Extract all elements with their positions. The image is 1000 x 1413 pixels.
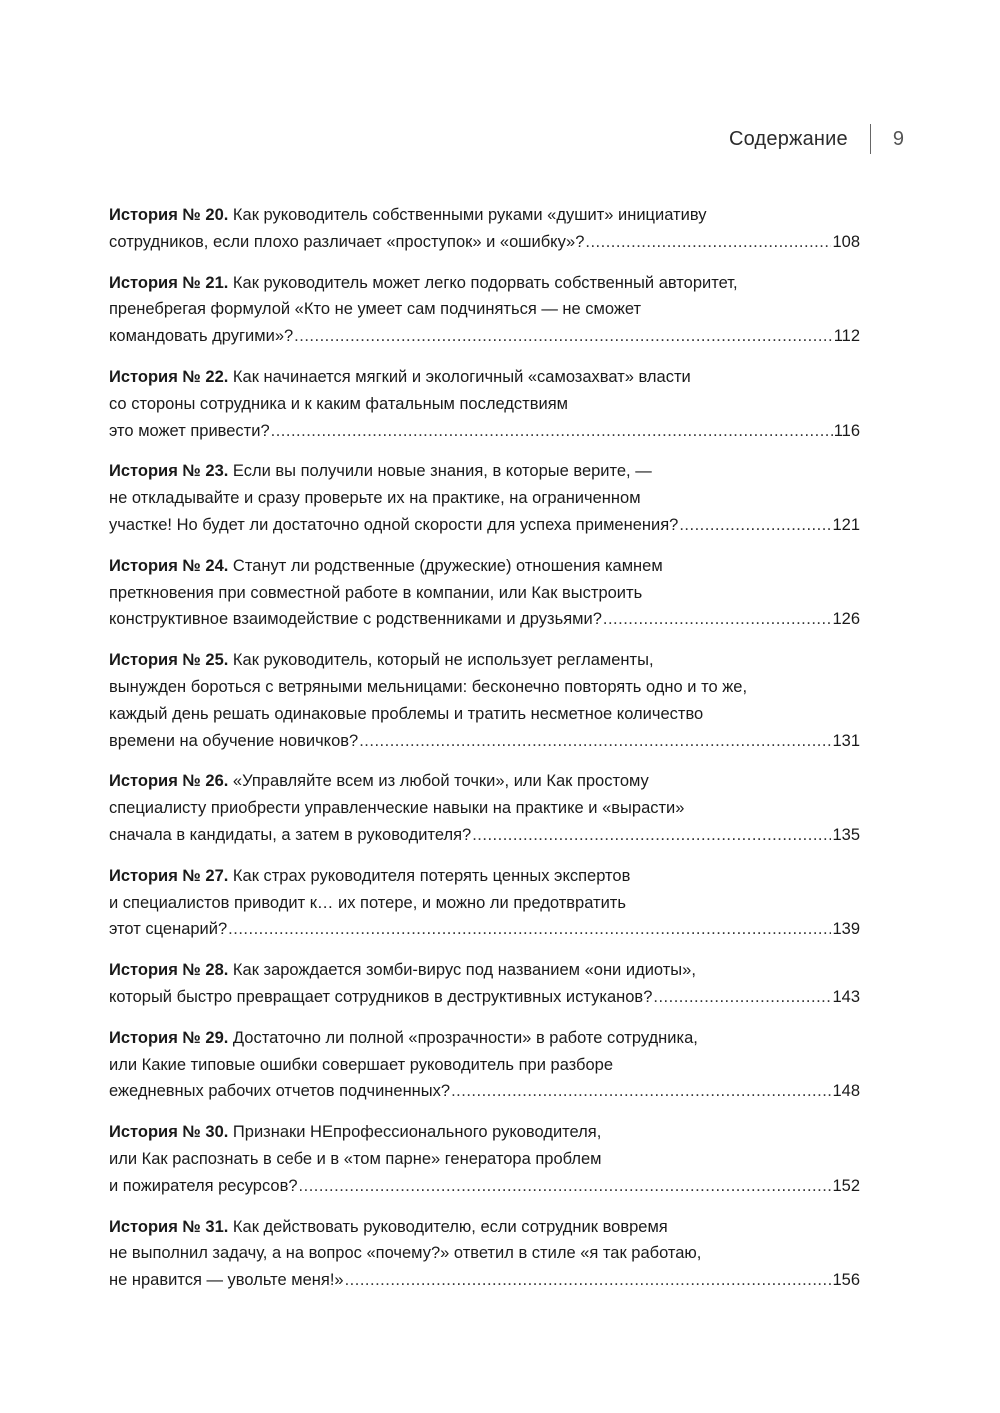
toc-page-number: 139 <box>832 920 860 939</box>
toc-entry[interactable] <box>109 202 860 256</box>
toc-page-number: 135 <box>832 825 860 844</box>
toc-entry[interactable] <box>109 863 860 943</box>
story-title-line: не нравится — увольте меня!» <box>109 1271 344 1290</box>
story-label: История № 31. <box>109 1217 229 1236</box>
toc-entry-first-line <box>109 1214 860 1241</box>
toc-entry-last-line <box>109 229 860 256</box>
toc-page-number: 121 <box>832 515 860 534</box>
dot-leader <box>679 512 831 539</box>
toc-entry-last-line <box>109 418 860 445</box>
section-title: Содержание <box>728 127 848 150</box>
toc-entry[interactable] <box>109 270 860 350</box>
story-label: История № 27. <box>109 866 229 885</box>
toc-entry-first-line <box>109 768 860 795</box>
toc-entry-first-line <box>109 270 860 297</box>
story-title-text: Как зарождается зомби-вирус под названием «они идиоты», <box>228 961 696 980</box>
dot-leader <box>294 323 833 350</box>
story-label: История № 26. <box>109 772 229 791</box>
toc-entry-last-line <box>109 1267 860 1294</box>
story-title-line: каждый день решать одинаковые проблемы и тратить несметное количество <box>109 704 704 723</box>
toc-page-number: 126 <box>832 610 860 629</box>
toc-entry-last-line <box>109 984 860 1011</box>
story-title-text: Как страх руководителя потерять ценных экспертов <box>228 866 631 885</box>
story-title-line: командовать другими»? <box>109 327 294 346</box>
story-title-text: Как действовать руководителю, если сотрудник вовремя <box>228 1217 668 1236</box>
dot-leader <box>451 1078 831 1105</box>
toc-page-number: 148 <box>832 1082 860 1101</box>
toc-entry[interactable] <box>109 957 860 1011</box>
dot-leader <box>603 606 832 633</box>
story-title-line: который быстро превращает сотрудников в деструктивных истуканов? <box>109 987 653 1006</box>
dot-leader <box>271 418 833 445</box>
toc-entry[interactable] <box>109 1119 860 1199</box>
toc-page-number: 156 <box>832 1271 860 1290</box>
story-title-line: конструктивное взаимодействие с родственниками и друзьями? <box>109 610 602 629</box>
toc-entry-last-line <box>109 606 860 633</box>
toc-entry-first-line <box>109 957 860 984</box>
toc-page-number: 112 <box>833 327 860 346</box>
story-label: История № 20. <box>109 206 229 224</box>
story-title-text: Станут ли родственные (дружеские) отношения камнем <box>228 556 663 575</box>
toc-entry[interactable] <box>109 647 860 754</box>
toc-entry-first-line <box>109 863 860 890</box>
toc-page-number: 152 <box>832 1176 860 1195</box>
story-title-line: сотрудников, если плохо различает «проступок» и «ошибку»? <box>109 232 585 251</box>
toc-entry[interactable] <box>109 458 860 538</box>
story-title-line: специалисту приобрести управленческие навыки на практике и «вырасти» <box>109 799 685 818</box>
toc-entry-last-line <box>109 323 860 350</box>
toc-entry-last-line <box>109 1173 860 1200</box>
toc-entry-first-line <box>109 647 860 674</box>
toc-entry[interactable] <box>109 1214 860 1294</box>
toc-page-number: 116 <box>833 421 860 440</box>
dot-leader <box>359 728 831 755</box>
header-divider <box>870 124 871 154</box>
toc-entry-last-line <box>109 512 860 539</box>
story-label: История № 25. <box>109 651 229 670</box>
running-header <box>729 124 904 154</box>
dot-leader <box>585 229 831 256</box>
story-title-line: времени на обучение новичков? <box>109 731 359 750</box>
story-title-text: Достаточно ли полной «прозрачности» в работе сотрудника, <box>228 1028 698 1047</box>
toc-page-number: 143 <box>832 987 860 1006</box>
page-number: 9 <box>892 127 904 150</box>
toc-entry-last-line <box>109 822 860 849</box>
toc-entry-last-line <box>109 728 860 755</box>
story-title-line: и специалистов приводит к… их потере, и можно ли предотвратить <box>109 893 626 912</box>
toc-entry-first-line <box>109 202 860 229</box>
toc-entry[interactable] <box>109 364 860 444</box>
story-title-text: Если вы получили новые знания, в которые верите, — <box>228 462 652 481</box>
toc-entry-first-line <box>109 553 860 580</box>
toc-entry-first-line <box>109 458 860 485</box>
story-title-line: пренебрегая формулой «Кто не умеет сам подчиняться — не сможет <box>109 300 642 319</box>
toc-entry-last-line <box>109 916 860 943</box>
toc-entry[interactable] <box>109 1025 860 1105</box>
toc-page-number: 131 <box>832 731 860 750</box>
story-title-line: ежедневных рабочих отчетов подчиненных? <box>109 1082 451 1101</box>
story-title-text: Как начинается мягкий и экологичный «самозахват» власти <box>228 367 691 386</box>
dot-leader <box>472 822 831 849</box>
story-title-line: со стороны сотрудника и к каким фатальным последствиям <box>109 394 568 413</box>
story-label: История № 22. <box>109 367 229 386</box>
toc-entry-first-line <box>109 364 860 391</box>
story-label: История № 23. <box>109 462 229 481</box>
table-of-contents <box>109 202 860 1308</box>
toc-entry[interactable] <box>109 553 860 633</box>
story-label: История № 28. <box>109 961 229 980</box>
story-label: История № 29. <box>109 1028 229 1047</box>
story-label: История № 24. <box>109 556 229 575</box>
story-title-line: или Как распознать в себе и в «том парне» генератора проблем <box>109 1149 602 1168</box>
story-title-line: участке! Но будет ли достаточно одной скорости для успеха применения? <box>109 515 679 534</box>
story-label: История № 21. <box>109 273 229 292</box>
story-label: История № 30. <box>109 1123 229 1142</box>
dot-leader <box>299 1173 832 1200</box>
toc-entry-first-line <box>109 1025 860 1052</box>
toc-entry-first-line <box>109 1119 860 1146</box>
story-title-line: сначала в кандидаты, а затем в руководителя? <box>109 825 472 844</box>
toc-entry-last-line <box>109 1078 860 1105</box>
story-title-line: преткновения при совместной работе в компании, или Как выстроить <box>109 583 643 602</box>
dot-leader <box>653 984 831 1011</box>
story-title-line: этот сценарий? <box>109 920 228 939</box>
story-title-text: «Управляйте всем из любой точки», или Как простому <box>228 772 649 791</box>
story-title-text: Как руководитель может легко подорвать собственный авторитет, <box>228 273 738 292</box>
story-title-text: Как руководитель собственными руками «душит» инициативу <box>228 206 707 224</box>
story-title-text: Как руководитель, который не использует регламенты, <box>228 651 654 670</box>
dot-leader <box>345 1267 832 1294</box>
story-title-line: или Какие типовые ошибки совершает руководитель при разборе <box>109 1055 614 1074</box>
story-title-line: и пожирателя ресурсов? <box>109 1176 298 1195</box>
story-title-line: не откладывайте и сразу проверьте их на практике, на ограниченном <box>109 489 641 508</box>
toc-page-number: 108 <box>832 232 860 251</box>
dot-leader <box>228 916 831 943</box>
story-title-text: Признаки НЕпрофессионального руководителя, <box>228 1123 602 1142</box>
story-title-line: вынужден бороться с ветряными мельницами: бесконечно повторять одно и то же, <box>109 677 748 696</box>
story-title-line: это может привести? <box>109 421 270 440</box>
toc-entry[interactable] <box>109 768 860 848</box>
story-title-line: не выполнил задачу, а на вопрос «почему?» ответил в стиле «я так работаю, <box>109 1244 702 1263</box>
